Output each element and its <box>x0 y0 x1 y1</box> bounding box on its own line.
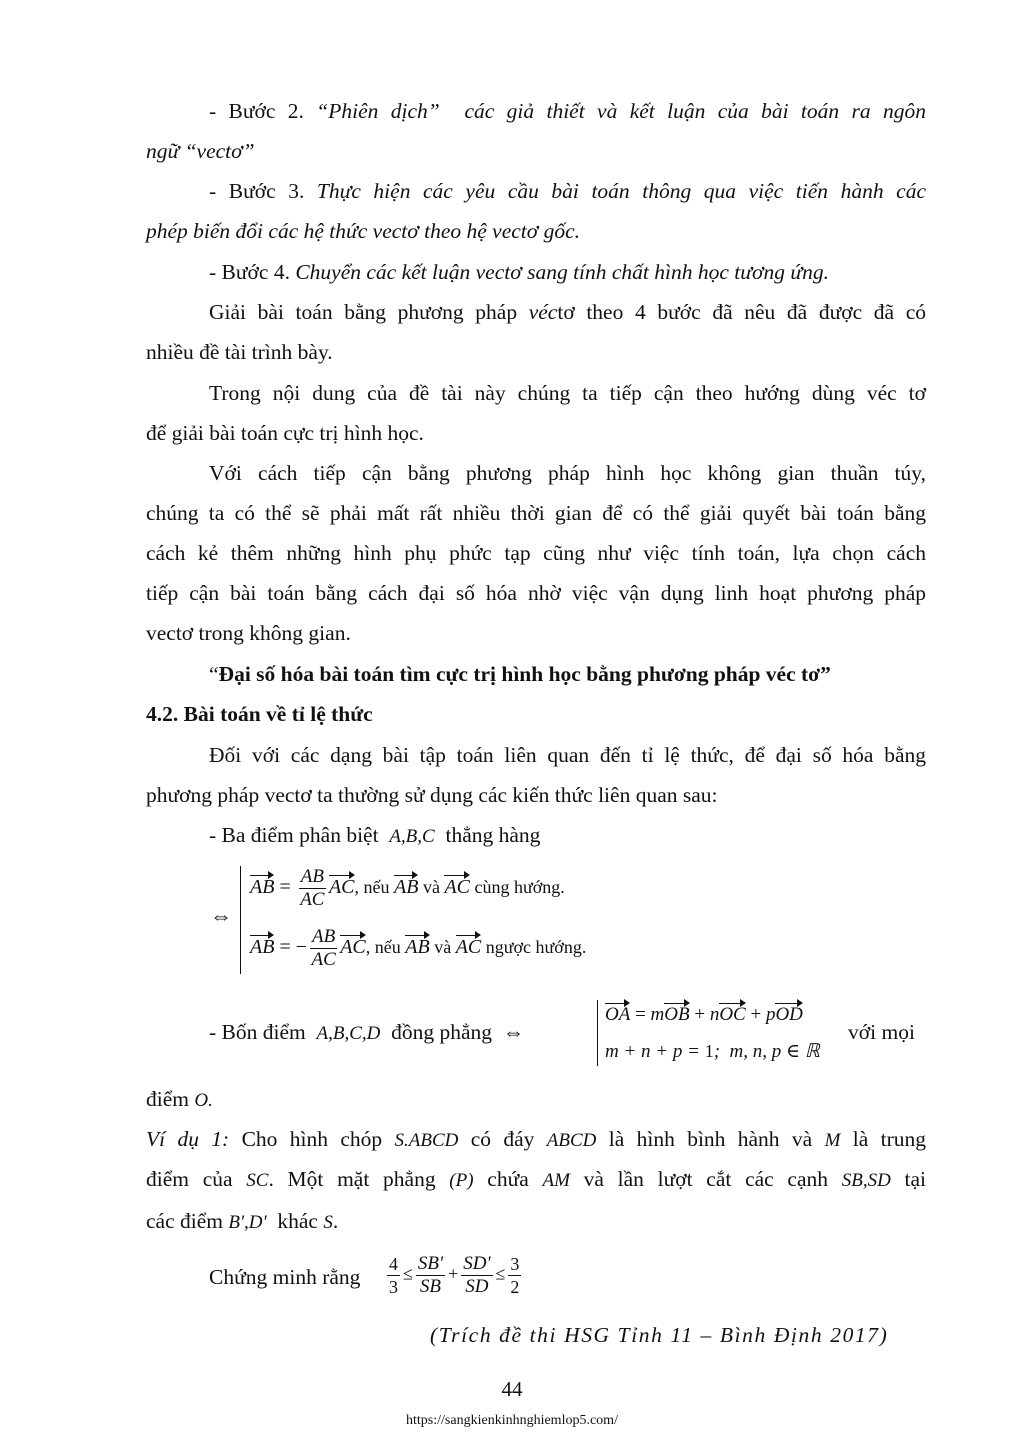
section-heading: 4.2. Bài toán về tỉ lệ thức <box>146 702 373 726</box>
para-2-line-2: để giải bài toán cực trị hình học. <box>146 421 424 445</box>
example-line-3: các điểm B',D' khác S. <box>146 1209 339 1233</box>
example-line-1: Ví dụ 1: Cho hình chóp S.ABCD có đáy ABCD là hình bình hành và M là trung <box>146 1127 926 1151</box>
step-3-line-2: phép biến đổi các hệ thức vectơ theo hệ vectơ gốc. <box>146 219 581 243</box>
equivalence-symbol: ⇔ <box>210 903 232 928</box>
step-3-line-1: - Bước 3. Thực hiện các yêu cầu bài toán thông qua việc tiến hành các <box>209 179 926 203</box>
para-3-line-4: tiếp cận bài toán bằng cách đại số hóa nhờ việc vận dụng linh hoạt phương pháp <box>146 581 926 605</box>
para-4-line-1: Đối với các dạng bài tập toán liên quan đến tỉ lệ thức, để đại số hóa bằng <box>209 743 926 767</box>
coplanar-row-1: OA = mOB + nOC + pOD <box>605 1000 803 1026</box>
page-number: 44 <box>501 1377 523 1401</box>
inequality: $\frac{4}{3}$ ≤ $\frac{SB'}{SB}$ + $\frac{SD'}{SD}$ ≤ $\frac{3}{2}$ <box>389 1253 520 1297</box>
point-o-line: điểm O. <box>146 1087 213 1111</box>
para-3-line-5: vectơ trong không gian. <box>146 621 351 645</box>
source-citation: (Trích đề thi HSG Tỉnh 11 – Bình Định 2017) <box>430 1323 889 1347</box>
para-2-line-1: Trong nội dung của đề tài này chúng ta tiếp cận theo hướng dùng véc tơ <box>209 381 926 405</box>
step-2-line-1: - Bước 2. “Phiên dịch” các giả thiết và kết luận của bài toán ra ngôn <box>209 99 926 123</box>
para-3-line-2: chúng ta có thể sẽ phải mất rất nhiều thời gian để có thể giải quyết bài toán bằng <box>146 501 926 525</box>
system-brace-1 <box>240 866 241 974</box>
example-line-2: điểm của SC. Một mặt phẳng (P) chứa AM và lần lượt cắt các cạnh SB,SD tại <box>146 1167 926 1191</box>
collinear-statement: - Ba điểm phân biệt A,B,C thẳng hàng <box>209 823 541 847</box>
footer-url[interactable]: https://sangkienkinhnghiemlop5.com/ <box>406 1413 618 1428</box>
prove-label: Chứng minh rằng <box>209 1265 361 1289</box>
para-3-line-1: Với cách tiếp cận bằng phương pháp hình học không gian thuần túy, <box>209 461 926 485</box>
step-2-line-2: ngữ “vectơ” <box>146 139 255 163</box>
coplanar-row-2: m + n + p = 1; m, n, p ∈ ℝ <box>605 1041 820 1062</box>
coplanar-tail: với mọi <box>848 1020 915 1044</box>
quoted-title: “Đại số hóa bài toán tìm cực trị hình học bằng phương pháp véc tơ” <box>209 662 831 686</box>
coplanar-statement: - Bốn điểm A,B,C,D đồng phẳng ⇔ <box>209 1020 525 1044</box>
system-brace-2 <box>597 1000 598 1066</box>
collinear-case-same: AB = $\frac{AB}{AC}$ AC, nếu AB và AC cùng hướng. <box>250 866 565 910</box>
collinear-case-opposite: AB = − $\frac{AB}{AC}$ AC, nếu AB và AC ngược hướng. <box>250 926 587 970</box>
step-4-line: - Bước 4. Chuyển các kết luận vectơ sang tính chất hình học tương ứng. <box>209 260 829 284</box>
para-1-line-2: nhiều đề tài trình bày. <box>146 340 333 364</box>
para-1-line-1: Giải bài toán bằng phương pháp véctơ theo 4 bước đã nêu đã được đã có <box>209 300 927 324</box>
para-4-line-2: phương pháp vectơ ta thường sử dụng các kiến thức liên quan sau: <box>146 783 718 807</box>
para-3-line-3: cách kẻ thêm những hình phụ phức tạp cũng như việc tính toán, lựa chọn cách <box>146 541 926 565</box>
